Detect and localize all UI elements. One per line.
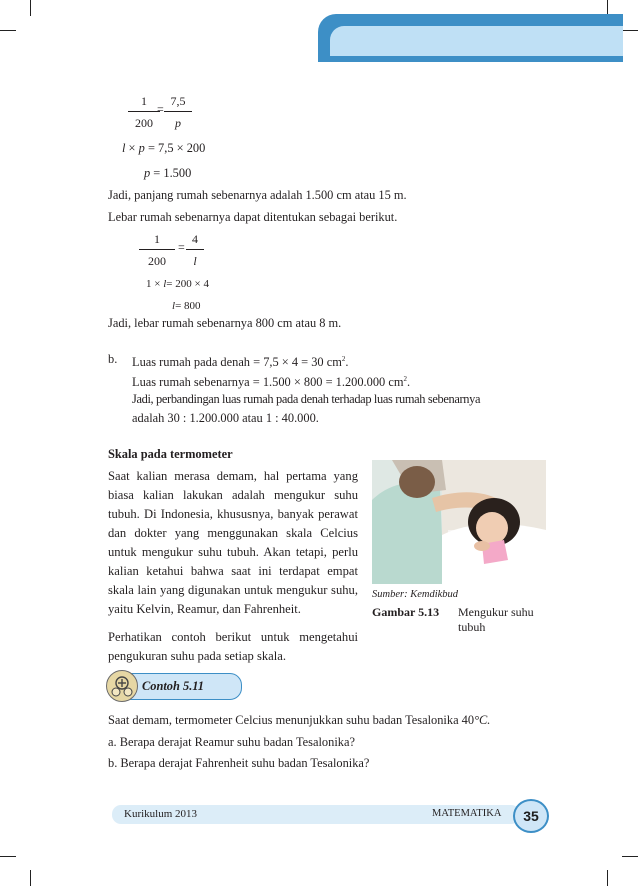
- crop-mark: [622, 30, 638, 31]
- part-b-line-1: Luas rumah pada denah = 7,5 × 4 = 30 $cm^2$.: [132, 355, 349, 370]
- figure-label: Gambar 5.13: [372, 605, 440, 619]
- conclusion-width: Jadi, lebar rumah sebenarnya 800 cm atau 8 m.: [108, 316, 342, 330]
- footer-left: Kurikulum 2013: [124, 808, 198, 820]
- fraction-left: $\frac{1}{200}$: [128, 94, 160, 130]
- contoh-label: Contoh 5.11: [142, 679, 204, 693]
- fraction-left: $\frac{1}{200}$: [139, 232, 175, 268]
- part-b-line-4: adalah 30 : 1.200.000 atau 1 : 40.000.: [132, 411, 319, 425]
- part-b-line-3: Jadi, perbandingan luas rumah pada denah terhadap luas rumah sebenarnya: [132, 392, 481, 406]
- equals-sign: =: [178, 240, 185, 254]
- conclusion-length: Jadi, panjang rumah sebenarnya adalah 1.500 cm atau 15 m.: [108, 188, 407, 202]
- equation-step-3: 1 × l= 200 × 4: [146, 278, 209, 290]
- crop-mark: [0, 30, 16, 31]
- equation-step-1: l × p = 7,5 × 200: [122, 141, 206, 155]
- equals-sign: =: [157, 102, 164, 116]
- header-tab-inner: [330, 26, 623, 56]
- footer-right: MATEMATIKA: [432, 808, 502, 819]
- figure-caption: Mengukur suhu tubuh: [458, 605, 534, 634]
- width-intro: Lebar rumah sebenarnya dapat ditentukan sebagai berikut.: [108, 210, 398, 224]
- section-paragraph-2: Perhatikan contoh berikut untuk mengetahui pengukuran suhu pada setiap skala.: [108, 630, 358, 663]
- page-number: 35: [513, 799, 549, 833]
- equation-step-4: l= 800: [172, 300, 201, 312]
- question-b: b. Berapa derajat Fahrenheit suhu badan Tesalonika?: [108, 756, 370, 770]
- section-title: Skala pada termometer: [108, 447, 233, 461]
- fraction-right: $\frac{7,5}{p}$: [164, 94, 192, 130]
- crop-mark: [622, 856, 638, 857]
- part-b-line-2: Luas rumah sebenarnya = 1.500 × 800 = 1.200.000 $cm^2$.: [132, 375, 411, 390]
- question-a: a. Berapa derajat Reamur suhu badan Tesalonika?: [108, 735, 355, 749]
- crop-mark: [607, 870, 608, 886]
- problem-statement: Saat demam, termometer Celcius menunjukkan suhu badan Tesalonika 40°C.: [108, 713, 491, 727]
- figure-source: Sumber: Kemdikbud: [372, 589, 459, 600]
- section-paragraph: Saat kalian merasa demam, hal pertama yang biasa kalian lakukan adalah mengukur suhu tubuh. Di Indonesia, khususnya, banyak perawat dan dokter yang menggunakan skala Celcius untuk mengukur suhu tubuh. Akan tetapi, perlu kalian ketahui bahwa saat ini terdapat empat skala lain yang digunakan untuk mengukur suhu, yaitu Kelvin, Reamur, dan Fahrenheit.: [108, 469, 358, 616]
- crop-mark: [0, 856, 16, 857]
- fraction-right: $\frac{4}{l}$: [186, 232, 204, 268]
- equation-step-2: p = 1.500: [144, 166, 192, 180]
- crop-mark: [30, 870, 31, 886]
- photo-measuring-temperature: [372, 460, 546, 584]
- part-b-label: b.: [108, 352, 118, 366]
- contoh-icon: [106, 670, 138, 702]
- crop-mark: [30, 0, 31, 16]
